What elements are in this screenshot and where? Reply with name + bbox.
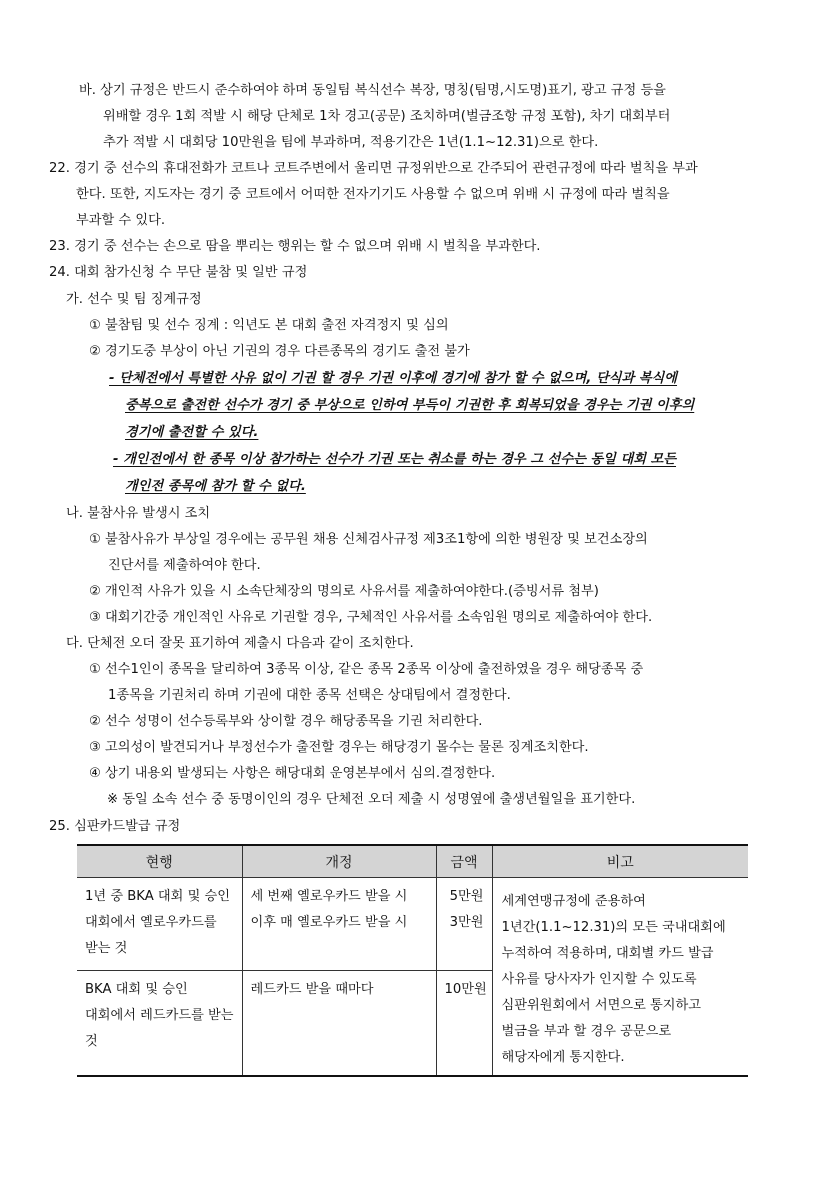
column-header-revised: 개정 xyxy=(242,845,436,878)
text-line: ④ 상기 내용외 발생되는 사항은 해당대회 운영본부에서 심의.결정한다. xyxy=(89,766,496,781)
column-header-current: 현행 xyxy=(77,845,242,878)
amount-value: 3만원 xyxy=(449,915,484,930)
table-row xyxy=(77,878,748,971)
text-line: ① 불참사유가 부상일 경우에는 공무원 채용 신체검사규정 제3조1항에 의한 병원장 및 보건소장의 xyxy=(89,532,648,547)
note-line: 해당자에게 통지한다. xyxy=(501,1050,625,1065)
text-line: 한다. 또한, 지도자는 경기 중 코트에서 어떠한 전자기기도 사용할 수 없으며 위배 시 규정에 따라 벌칙을 xyxy=(76,187,670,202)
text-line: 추가 적발 시 대회당 10만원을 팀에 부과하며, 적용기간은 1년(1.1~12.31)으로 한다. xyxy=(103,135,599,150)
text-line: 23. 경기 중 선수는 손으로 땀을 뿌리는 행위는 할 수 없으며 위배 시 벌칙을 부과한다. xyxy=(49,239,541,254)
column-header-amount: 금액 xyxy=(436,845,492,878)
amount-value: 10만원 xyxy=(444,982,487,998)
emphasized-text-line: 중복으로 출전한 선수가 경기 중 부상으로 인하여 부득이 기권한 후 회복되었을 경우는 기권 이후의 xyxy=(125,398,695,413)
note-line: 1년간(1.1~12.31)의 모든 국내대회에 xyxy=(501,920,726,935)
text-line: ① 선수1인이 종목을 달리하여 3종목 이상, 같은 종목 2종목 이상에 출전하였을 경우 해당종목 중 xyxy=(89,662,644,677)
emphasized-text-line: - 단체전에서 특별한 사유 없이 기권 할 경우 기권 이후에 경기에 참가 할 수 없으며, 단식과 복식에 xyxy=(109,371,678,386)
cell-note xyxy=(492,878,748,1077)
text-line: ② 경기도중 부상이 아닌 기권의 경우 다른종목의 경기도 출전 불가 xyxy=(89,344,470,359)
text-line: 다. 단체전 오더 잘못 표기하여 제출시 다음과 같이 조치한다. xyxy=(66,636,414,651)
text-line: 24. 대회 참가신청 수 무단 불참 및 일반 규정 xyxy=(49,265,308,280)
note-line: 누적하여 적용하며, 대회별 카드 발급 xyxy=(501,946,714,961)
text-line: ③ 대회기간중 개인적인 사유로 기권할 경우, 구체적인 사유서를 소속임원 명의로 제출하여야 한다. xyxy=(89,610,653,625)
cell-revised: 레드카드 받을 때마다 xyxy=(242,971,436,1076)
text-line: ※ 동일 소속 선수 중 동명이인의 경우 단체전 오더 제출 시 성명옆에 출생년월일을 표기한다. xyxy=(107,792,636,807)
table-header-row xyxy=(77,845,748,878)
text-line: 위배할 경우 1회 적발 시 해당 단체로 1차 경고(공문) 조치하며(벌금조항 규정 포함), 차기 대회부터 xyxy=(103,109,671,124)
referee-card-table xyxy=(77,844,748,1077)
text-line: 25. 심판카드발급 규정 xyxy=(49,819,181,834)
note-line: 벌금을 부과 할 경우 공문으로 xyxy=(501,1024,672,1039)
text-line: ② 선수 성명이 선수등록부와 상이할 경우 해당종목을 기권 처리한다. xyxy=(89,714,483,729)
text-line: 부과할 수 있다. xyxy=(76,213,166,228)
text-line: 진단서를 제출하여야 한다. xyxy=(108,558,261,573)
cell-amount xyxy=(436,878,492,971)
column-header-note: 비고 xyxy=(492,845,748,878)
text-line: 바. 상기 규정은 반드시 준수하여야 하며 동일팀 복식선수 복장, 명칭(팀명,시도명)표기, 광고 규정 등을 xyxy=(79,83,666,98)
emphasized-text-line: - 개인전에서 한 종목 이상 참가하는 선수가 기권 또는 취소를 하는 경우 그 선수는 동일 대회 모든 xyxy=(113,452,677,467)
cell-amount xyxy=(436,971,492,1076)
note-line: 사유를 당사자가 인지할 수 있도록 xyxy=(501,972,697,987)
text-line: ② 개인적 사유가 있을 시 소속단체장의 명의로 사유서를 제출하여야한다.(증빙서류 첨부) xyxy=(89,584,599,599)
amount-value: 5만원 xyxy=(449,889,484,904)
emphasized-text-line: 경기에 출전할 수 있다. xyxy=(125,425,259,440)
cell-current: 1년 중 BKA 대회 및 승인 대회에서 옐로우카드를 받는 것 xyxy=(77,878,242,971)
text-line: 가. 선수 및 팀 징계규정 xyxy=(66,292,202,307)
emphasized-text-line: 개인전 종목에 참가 할 수 없다. xyxy=(125,479,306,494)
text-line: ③ 고의성이 발견되거나 부정선수가 출전할 경우는 해당경기 몰수는 물론 징계조치한다. xyxy=(89,740,589,755)
text-line: ① 불참팀 및 선수 징계 : 익년도 본 대회 출전 자격정지 및 심의 xyxy=(89,318,449,333)
text-line: 나. 불참사유 발생시 조치 xyxy=(66,506,211,521)
note-line: 세계연맹규정에 준용하여 xyxy=(501,894,646,909)
text-line: 22. 경기 중 선수의 휴대전화가 코트나 코트주변에서 울리면 규정위반으로 간주되어 관련규정에 따라 벌칙을 부과 xyxy=(49,161,698,176)
note-line: 심판위원회에서 서면으로 통지하고 xyxy=(501,998,701,1013)
cell-revised: 세 번째 옐로우카드 받을 시 이후 매 옐로우카드 받을 시 xyxy=(242,878,436,971)
cell-current: BKA 대회 및 승인 대회에서 레드카드를 받는 것 xyxy=(77,971,242,1076)
text-line: 1종목을 기권처리 하며 기권에 대한 종목 선택은 상대팀에서 결정한다. xyxy=(108,688,511,703)
